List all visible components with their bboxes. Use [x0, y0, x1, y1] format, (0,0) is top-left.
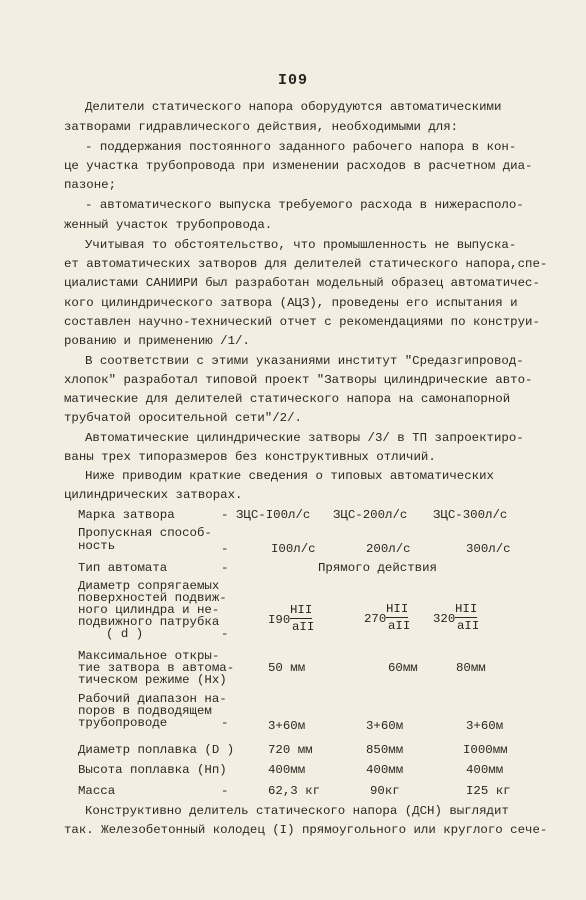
- page-number: I09: [277, 72, 308, 89]
- float-diameter-value-3: I000мм: [463, 743, 508, 757]
- fraction-bar: [455, 617, 477, 618]
- mass-value-2: 90кг: [370, 784, 400, 798]
- type-value: Прямого действия: [318, 561, 437, 575]
- float-diameter-value-2: 850мм: [366, 743, 404, 757]
- diameter-denominator: aII: [457, 619, 480, 633]
- text-line: циалистами САНИИРИ был разработан модельный образец автоматичес-: [64, 276, 540, 290]
- diameter-value-1: [268, 604, 318, 634]
- pressure-value-3: 3+60м: [466, 719, 504, 733]
- text-line: - автоматического выпуска требуемого расхода в нижерасполо-: [85, 198, 524, 212]
- opening-value-3: 80мм: [456, 661, 486, 675]
- text-line: В соответствии с этими указаниями институт "Средазгипровод-: [85, 354, 524, 368]
- float-height-value-3: 400мм: [466, 763, 504, 777]
- row-dash: -: [221, 561, 229, 575]
- text-line: затворами гидравлического действия, необходимыми для:: [64, 120, 459, 134]
- row-label-pressure: трубопроводе: [78, 716, 168, 730]
- opening-value-2: 60мм: [388, 661, 418, 675]
- row-dash: -: [221, 542, 229, 556]
- fraction-bar: [290, 618, 312, 619]
- mass-value-1: 62,3 кг: [268, 784, 321, 798]
- diameter-value-2: [364, 603, 414, 633]
- row-label-diameter: ного цилиндра и не-: [78, 603, 220, 617]
- row-label-opening: тие затвора в автома-: [78, 661, 235, 675]
- brand-value-2: ЗЦС-200л/с: [333, 508, 408, 522]
- row-label-capacity: ность: [78, 539, 116, 553]
- row-dash: -: [221, 508, 229, 522]
- text-line: Ниже приводим краткие сведения о типовых автоматических: [85, 469, 494, 483]
- brand-value-3: ЗЦС-300л/с: [433, 508, 508, 522]
- row-label-opening: Максимальное откры-: [78, 649, 220, 663]
- row-label-capacity: Пропускная способ-: [78, 526, 212, 540]
- text-line: Автоматические цилиндрические затворы /3/ в ТП запроектиро-: [85, 431, 524, 445]
- text-line: рованию и применению /1/.: [64, 334, 250, 348]
- text-line: - поддержания постоянного заданного рабочего напора в кон-: [85, 140, 517, 154]
- text-line: трубчатой оросительной сети"/2/.: [64, 411, 302, 425]
- diameter-base: 270: [364, 612, 387, 626]
- float-height-value-1: 400мм: [268, 763, 306, 777]
- diameter-numerator: HII: [386, 602, 409, 616]
- row-label-float-height: Высота поплавка (Hп): [78, 763, 227, 777]
- row-dash: -: [221, 784, 229, 798]
- text-line: женный участок трубопровода.: [64, 218, 273, 232]
- text-line: це участка трубопровода при изменении расходов в расчетном диа-: [64, 159, 533, 173]
- row-label-pressure: поров в подводящем: [78, 704, 212, 718]
- row-label-diameter: поверхностей подвиж-: [78, 591, 227, 605]
- capacity-value-3: 300л/с: [466, 542, 511, 556]
- mass-value-3: I25 кг: [466, 784, 511, 798]
- text-line: цилиндрических затворах.: [64, 488, 243, 502]
- diameter-base: 320: [433, 612, 456, 626]
- fraction-bar: [386, 617, 408, 618]
- float-diameter-value-1: 720 мм: [268, 743, 313, 757]
- text-line: Конструктивно делитель статического напора (ДСН) выглядит: [85, 804, 509, 818]
- row-label-diameter: подвижного патрубка: [78, 615, 220, 629]
- text-line: так. Железобетонный колодец (I) прямоугольного или круглого сече-: [64, 823, 548, 837]
- brand-value-1: ЗЦС-I00л/с: [236, 508, 311, 522]
- text-line: кого цилиндрического затвора (АЦЗ), проведены его испытания и: [64, 296, 518, 310]
- float-height-value-2: 400мм: [366, 763, 404, 777]
- row-dash: -: [221, 627, 229, 641]
- text-line: Учитывая то обстоятельство, что промышленность не выпуска-: [85, 238, 517, 252]
- pressure-value-1: 3+60м: [268, 719, 306, 733]
- text-line: хлопок" разработал типовой проект "Затворы цилиндрические авто-: [64, 373, 533, 387]
- text-line: ет автоматических затворов для делителей статического напора,спе-: [64, 257, 548, 271]
- opening-value-1: 50 мм: [268, 661, 306, 675]
- diameter-denominator: aII: [388, 619, 411, 633]
- text-line: Делители статического напора оборудуются автоматическими: [85, 100, 502, 114]
- text-line: пазоне;: [64, 178, 117, 192]
- row-dash: -: [221, 716, 229, 730]
- capacity-value-2: 200л/с: [366, 542, 411, 556]
- text-line: матические для делителей статического напора на самонапорной: [64, 392, 511, 406]
- row-label-brand: Марка затвора: [78, 508, 175, 522]
- row-label-mass: Масса: [78, 784, 116, 798]
- diameter-base: I90: [268, 613, 291, 627]
- row-label-float-diameter: Диаметр поплавка (D ): [78, 743, 235, 757]
- row-label-diameter: Диаметр сопрягаемых: [78, 579, 220, 593]
- text-line: составлен научно-технический отчет с рекомендациями по конструи-: [64, 315, 540, 329]
- diameter-numerator: HII: [290, 603, 313, 617]
- diameter-value-3: [433, 603, 483, 633]
- row-label-pressure: Рабочий диапазон на-: [78, 692, 227, 706]
- row-label-type: Тип автомата: [78, 561, 168, 575]
- diameter-numerator: HII: [455, 602, 478, 616]
- pressure-value-2: 3+60м: [366, 719, 404, 733]
- text-line: ваны трех типоразмеров без конструктивных отличий.: [64, 450, 436, 464]
- diameter-denominator: aII: [292, 620, 315, 634]
- row-label-diameter: ( d ): [106, 627, 144, 641]
- row-label-opening: тическом режиме (Hx): [78, 673, 227, 687]
- capacity-value-1: I00л/с: [271, 542, 316, 556]
